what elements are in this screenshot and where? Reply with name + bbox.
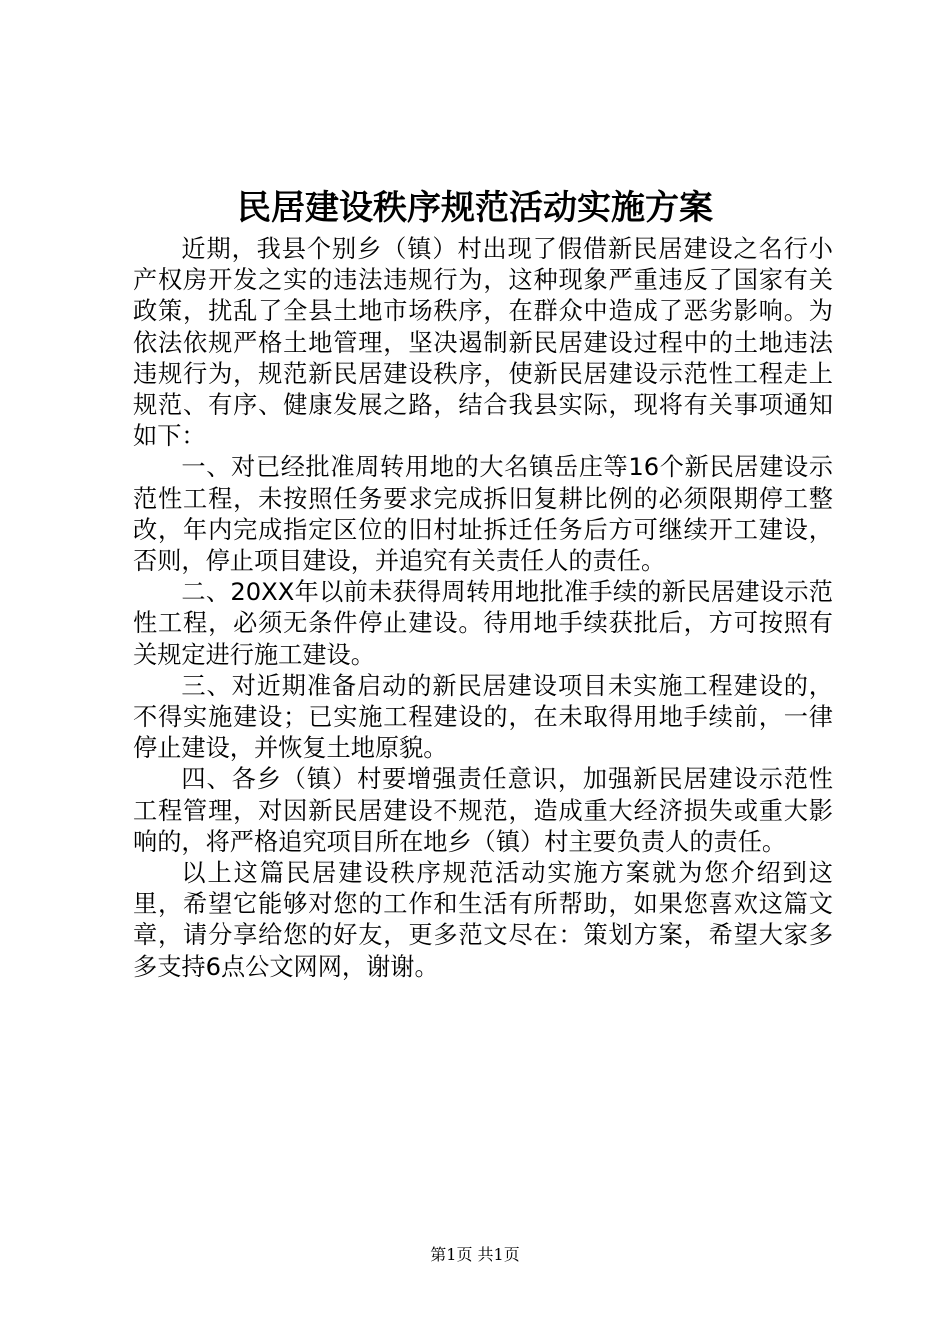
paragraph-item-2: 二、20XX年以前未获得周转用地批准手续的新民居建设示范性工程，必须无条件停止建设。待用地手续获批后，方可按照有关规定进行施工建设。 [133,578,833,669]
paragraph-item-4: 四、各乡（镇）村要增强责任意识，加强新民居建设示范性工程管理，对因新民居建设不规范，造成重大经济损失或重大影响的，将严格追究项目所在地乡（镇）村主要负责人的责任。 [133,765,833,856]
paragraph-intro: 近期，我县个别乡（镇）村出现了假借新民居建设之名行小产权房开发之实的违法违规行为，这种现象严重违反了国家有关政策，扰乱了全县土地市场秩序，在群众中造成了恶劣影响。为依法依规严格土地管理，坚决遏制新民居建设过程中的土地违法违规行为，规范新民居建设秩序，使新民居建设示范性工程走上规范、有序、健康发展之路，结合我县实际，现将有关事项通知如下： [133,235,833,451]
page-footer: 第1页 共1页 [430,1245,520,1264]
paragraph-closing: 以上这篇民居建设秩序规范活动实施方案就为您介绍到这里，希望它能够对您的工作和生活有所帮助，如果您喜欢这篇文章，请分享给您的好友，更多范文尽在：策划方案，希望大家多多支持6点公文网网，谢谢。 [133,859,833,981]
paragraph-item-1: 一、对已经批准周转用地的大名镇岳庄等16个新民居建设示范性工程，未按照任务要求完成拆旧复耕比例的必须限期停工整改，年内完成指定区位的旧村址拆迁任务后方可继续开工建设，否则，停止项目建设，并追究有关责任人的责任。 [133,453,833,576]
document-body [133,234,833,983]
document-title: 民居建设秩序规范活动实施方案 [237,188,713,228]
paragraph-item-3: 三、对近期准备启动的新民居建设项目未实施工程建设的，不得实施建设；已实施工程建设的，在未取得用地手续前，一律停止建设，并恢复土地原貌。 [133,671,833,763]
